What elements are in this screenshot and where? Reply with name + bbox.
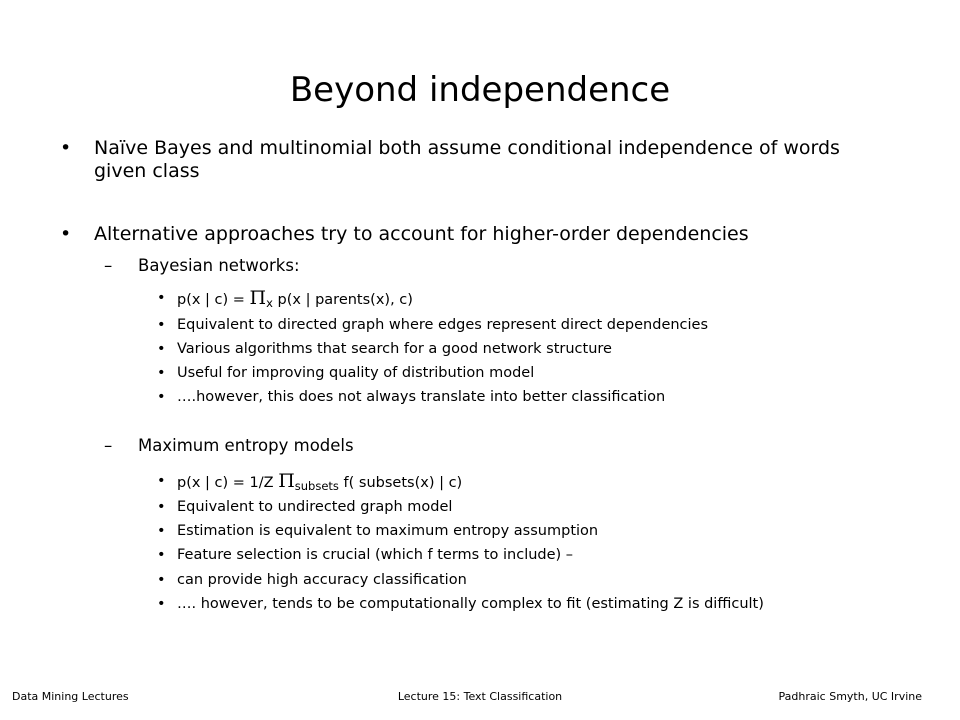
dash-marker: – bbox=[104, 256, 113, 275]
list-item-text: Various algorithms that search for a good network structure bbox=[177, 341, 612, 357]
list-item-text: Equivalent to directed graph where edges represent direct dependencies bbox=[177, 317, 709, 333]
bullet-text: Alternative approaches try to account for higher-order dependencies bbox=[94, 223, 749, 245]
bullet-marker: • bbox=[157, 290, 166, 306]
formula-part: p(x | c) = bbox=[177, 292, 250, 308]
list-item-text: Equivalent to undirected graph model bbox=[177, 499, 453, 515]
bullet-text: Naïve Bayes and multinomial both assume conditional independence of words given class bbox=[94, 137, 840, 182]
list-item-text: Estimation is equivalent to maximum entropy assumption bbox=[177, 523, 599, 539]
bullet-marker: • bbox=[157, 596, 166, 612]
bullet-marker: • bbox=[60, 223, 72, 245]
footer-right: Padhraic Smyth, UC Irvine bbox=[778, 690, 922, 703]
list-item-text: can provide high accuracy classification bbox=[177, 572, 467, 588]
bullet-marker: • bbox=[157, 572, 166, 588]
sub-bullet-text: Maximum entropy models bbox=[138, 436, 354, 455]
product-symbol: Π bbox=[278, 470, 295, 492]
product-symbol: Π bbox=[249, 287, 267, 309]
formula-part: p(x | c) = 1/Z bbox=[177, 475, 279, 491]
bullet-marker: • bbox=[157, 365, 166, 381]
bullet-marker: • bbox=[157, 547, 166, 563]
formula-part: f( subsets(x) | c) bbox=[338, 475, 463, 491]
formula-text bbox=[177, 289, 413, 312]
bullet-marker: • bbox=[157, 499, 166, 515]
bullet-marker: • bbox=[157, 389, 166, 405]
slide-title: Beyond independence bbox=[289, 70, 671, 110]
dash-marker: – bbox=[104, 436, 113, 455]
formula-part: p(x | parents(x), c) bbox=[272, 292, 413, 308]
formula-subscript: x bbox=[266, 296, 273, 310]
formula-subscript: subsets bbox=[294, 479, 339, 493]
list-item-text: ….however, this does not always translate into better classification bbox=[177, 389, 666, 405]
list-item-text: …. however, tends to be computationally complex to fit (estimating Z is difficult) bbox=[177, 596, 764, 612]
bullet-marker: • bbox=[157, 341, 166, 357]
formula-text bbox=[177, 472, 462, 495]
list-item-text: Useful for improving quality of distribution model bbox=[177, 365, 535, 381]
bullet-marker: • bbox=[157, 473, 166, 489]
footer-left: Data Mining Lectures bbox=[12, 690, 129, 703]
list-item-text: Feature selection is crucial (which f terms to include) – bbox=[177, 547, 574, 563]
bullet-marker: • bbox=[60, 137, 72, 159]
bullet-marker: • bbox=[157, 523, 166, 539]
footer-center: Lecture 15: Text Classification bbox=[397, 690, 563, 703]
sub-bullet-text: Bayesian networks: bbox=[138, 256, 300, 275]
bullet-marker: • bbox=[157, 317, 166, 333]
